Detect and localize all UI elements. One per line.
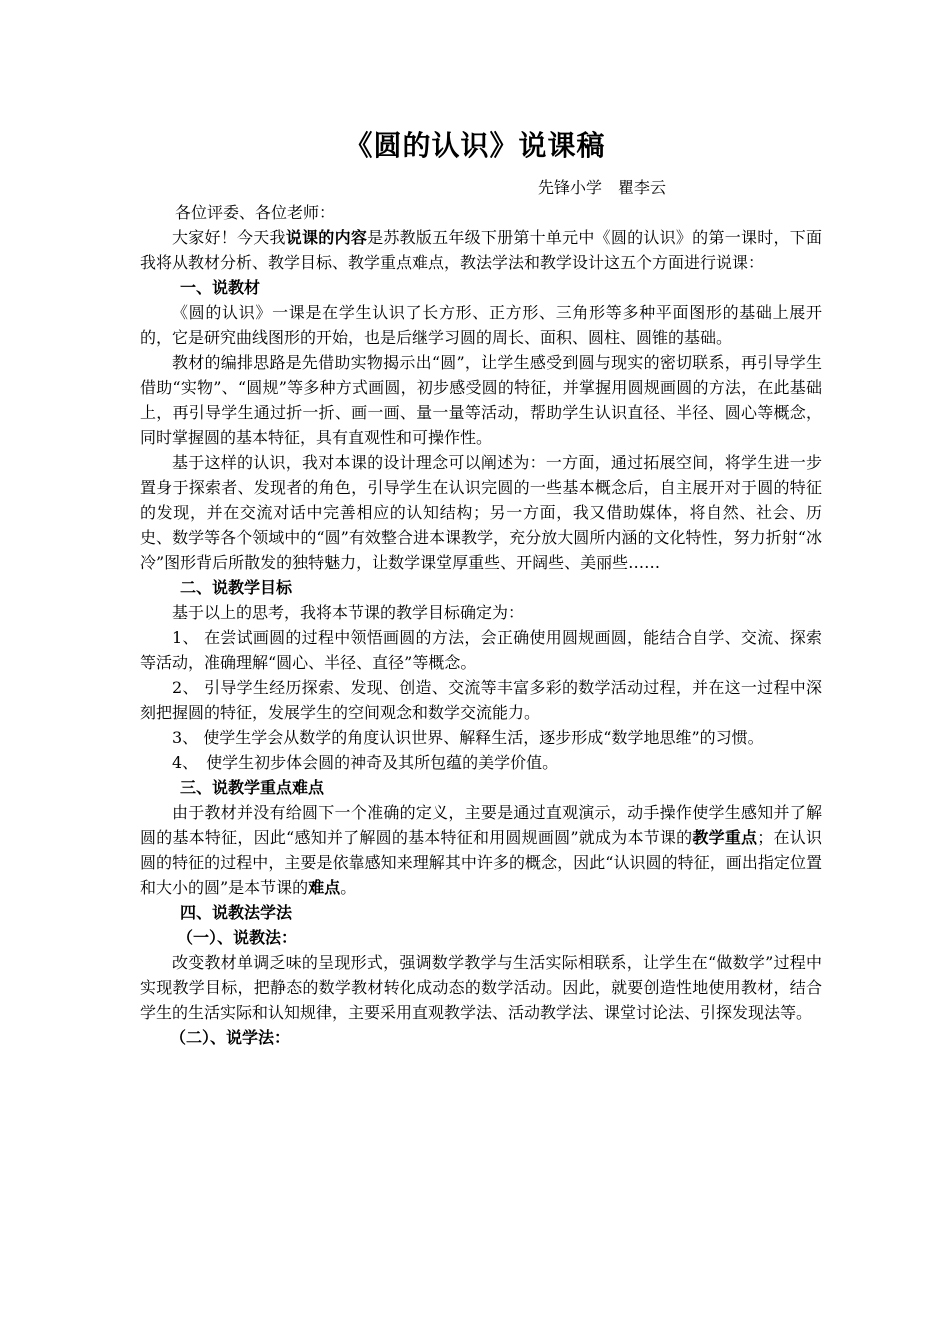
goal-item: 4、 使学生初步体会圆的神奇及其所包蕴的美学价值。	[172, 753, 559, 772]
intro-paragraph	[140, 225, 822, 275]
paragraph: 基于这样的认识，我对本课的设计理念可以阐述为：一方面，通过拓展空间，将学生进一步置身于探索者、发现者的角色，引导学生在认识完圆的一些基本概念后，自主展开对于圆的特征的发现，并在交流对话中完善相应的认知结构；另一方面，我又借助媒体，将自然、社会、历史、数学等各个领域中的“圆”有效整合进本课教学，充分放大圆所内涵的文化特性，努力折射“冰冷”图形背后所散发的独特魅力，让数学课堂厚重些、开阔些、美丽些……	[140, 453, 822, 572]
intro-text-c: 是苏教版五年级下册第十单元中《圆的认识》的第一课时，下面我将从教材分析、教学目标、教学重点难点，教法学法和教学设计这五个方面进行说课：	[140, 228, 822, 272]
bold-run: 难点	[308, 878, 341, 897]
goal-item: 1、 在尝试画圆的过程中领悟画圆的方法，会正确使用圆规画圆，能结合自学、交流、探索等活动，准确理解“圆心、半径、直径”等概念。	[140, 628, 822, 672]
greeting: 各位评委、各位老师：	[175, 203, 336, 222]
paragraph	[140, 800, 822, 900]
section-heading-2: 二、说教学目标	[180, 578, 293, 597]
goal-item: 3、 使学生学会从数学的角度认识世界、解释生活，逐步形成“数学地思维”的习惯。	[172, 728, 764, 747]
document-title: 《圆的认识》说课稿	[344, 129, 606, 162]
intro-bold: 说课的内容	[285, 228, 368, 247]
subsection-heading: （二）、说学法：	[170, 1028, 291, 1047]
paragraph: 改变教材单调乏味的呈现形式，强调数学教学与生活实际相联系，让学生在“做数学”过程中实现教学目标，把静态的数学教材转化成动态的数学活动。因此，就要创造性地使用教材，结合学生的生活实际和认知规律，主要采用直观教学法、活动教学法、课堂讨论法、引探发现法等。	[140, 953, 822, 1022]
paragraph: 教材的编排思路是先借助实物揭示出“圆”，让学生感受到圆与现实的密切联系，再引导学生借助“实物”、“圆规”等多种方式画圆，初步感受圆的特征，并掌握用圆规画圆的方法，在此基础上，再引导学生通过折一折、画一画、量一量等活动，帮助学生认识直径、半径、圆心等概念，同时掌握圆的基本特征，具有直观性和可操作性。	[140, 353, 822, 447]
paragraph: 《圆的认识》一课是在学生认识了长方形、正方形、三角形等多种平面图形的基础上展开的，它是研究曲线图形的开始，也是后继学习圆的周长、面积、圆柱、圆锥的基础。	[140, 303, 822, 347]
bold-run: 教学重点	[692, 828, 758, 847]
subsection-heading: （一）、说教法：	[177, 928, 298, 947]
intro-text-a: 大家好！今天我	[172, 228, 286, 247]
goal-item: 2、 引导学生经历探索、发现、创造、交流等丰富多彩的数学活动过程，并在这一过程中深刻把握圆的特征，发展学生的空间观念和数学交流能力。	[140, 678, 822, 722]
text-run: 由于教材并没有给圆下一个准确的定义，主要是通过直观演示，动手操作使学生感知并了解圆的基本特征，因此“感知并了解圆的基本特征和用圆规画圆”就成为本节课的	[140, 803, 822, 847]
paragraph: 基于以上的思考，我将本节课的教学目标确定为：	[172, 603, 525, 622]
section-heading-4: 四、说教法学法	[180, 903, 293, 922]
text-run: ；在认识圆的特征的过程中，主要是依靠感知来理解其中许多的概念，因此“认识圆的特征，画出指定位置和大小的圆”是本节课的	[140, 828, 822, 897]
document-body	[140, 200, 822, 1050]
author-line: 先锋小学 瞿李云	[538, 178, 667, 197]
text-run: 。	[340, 878, 357, 897]
section-heading-1: 一、说教材	[180, 278, 261, 297]
section-heading-3: 三、说教学重点难点	[180, 778, 325, 797]
